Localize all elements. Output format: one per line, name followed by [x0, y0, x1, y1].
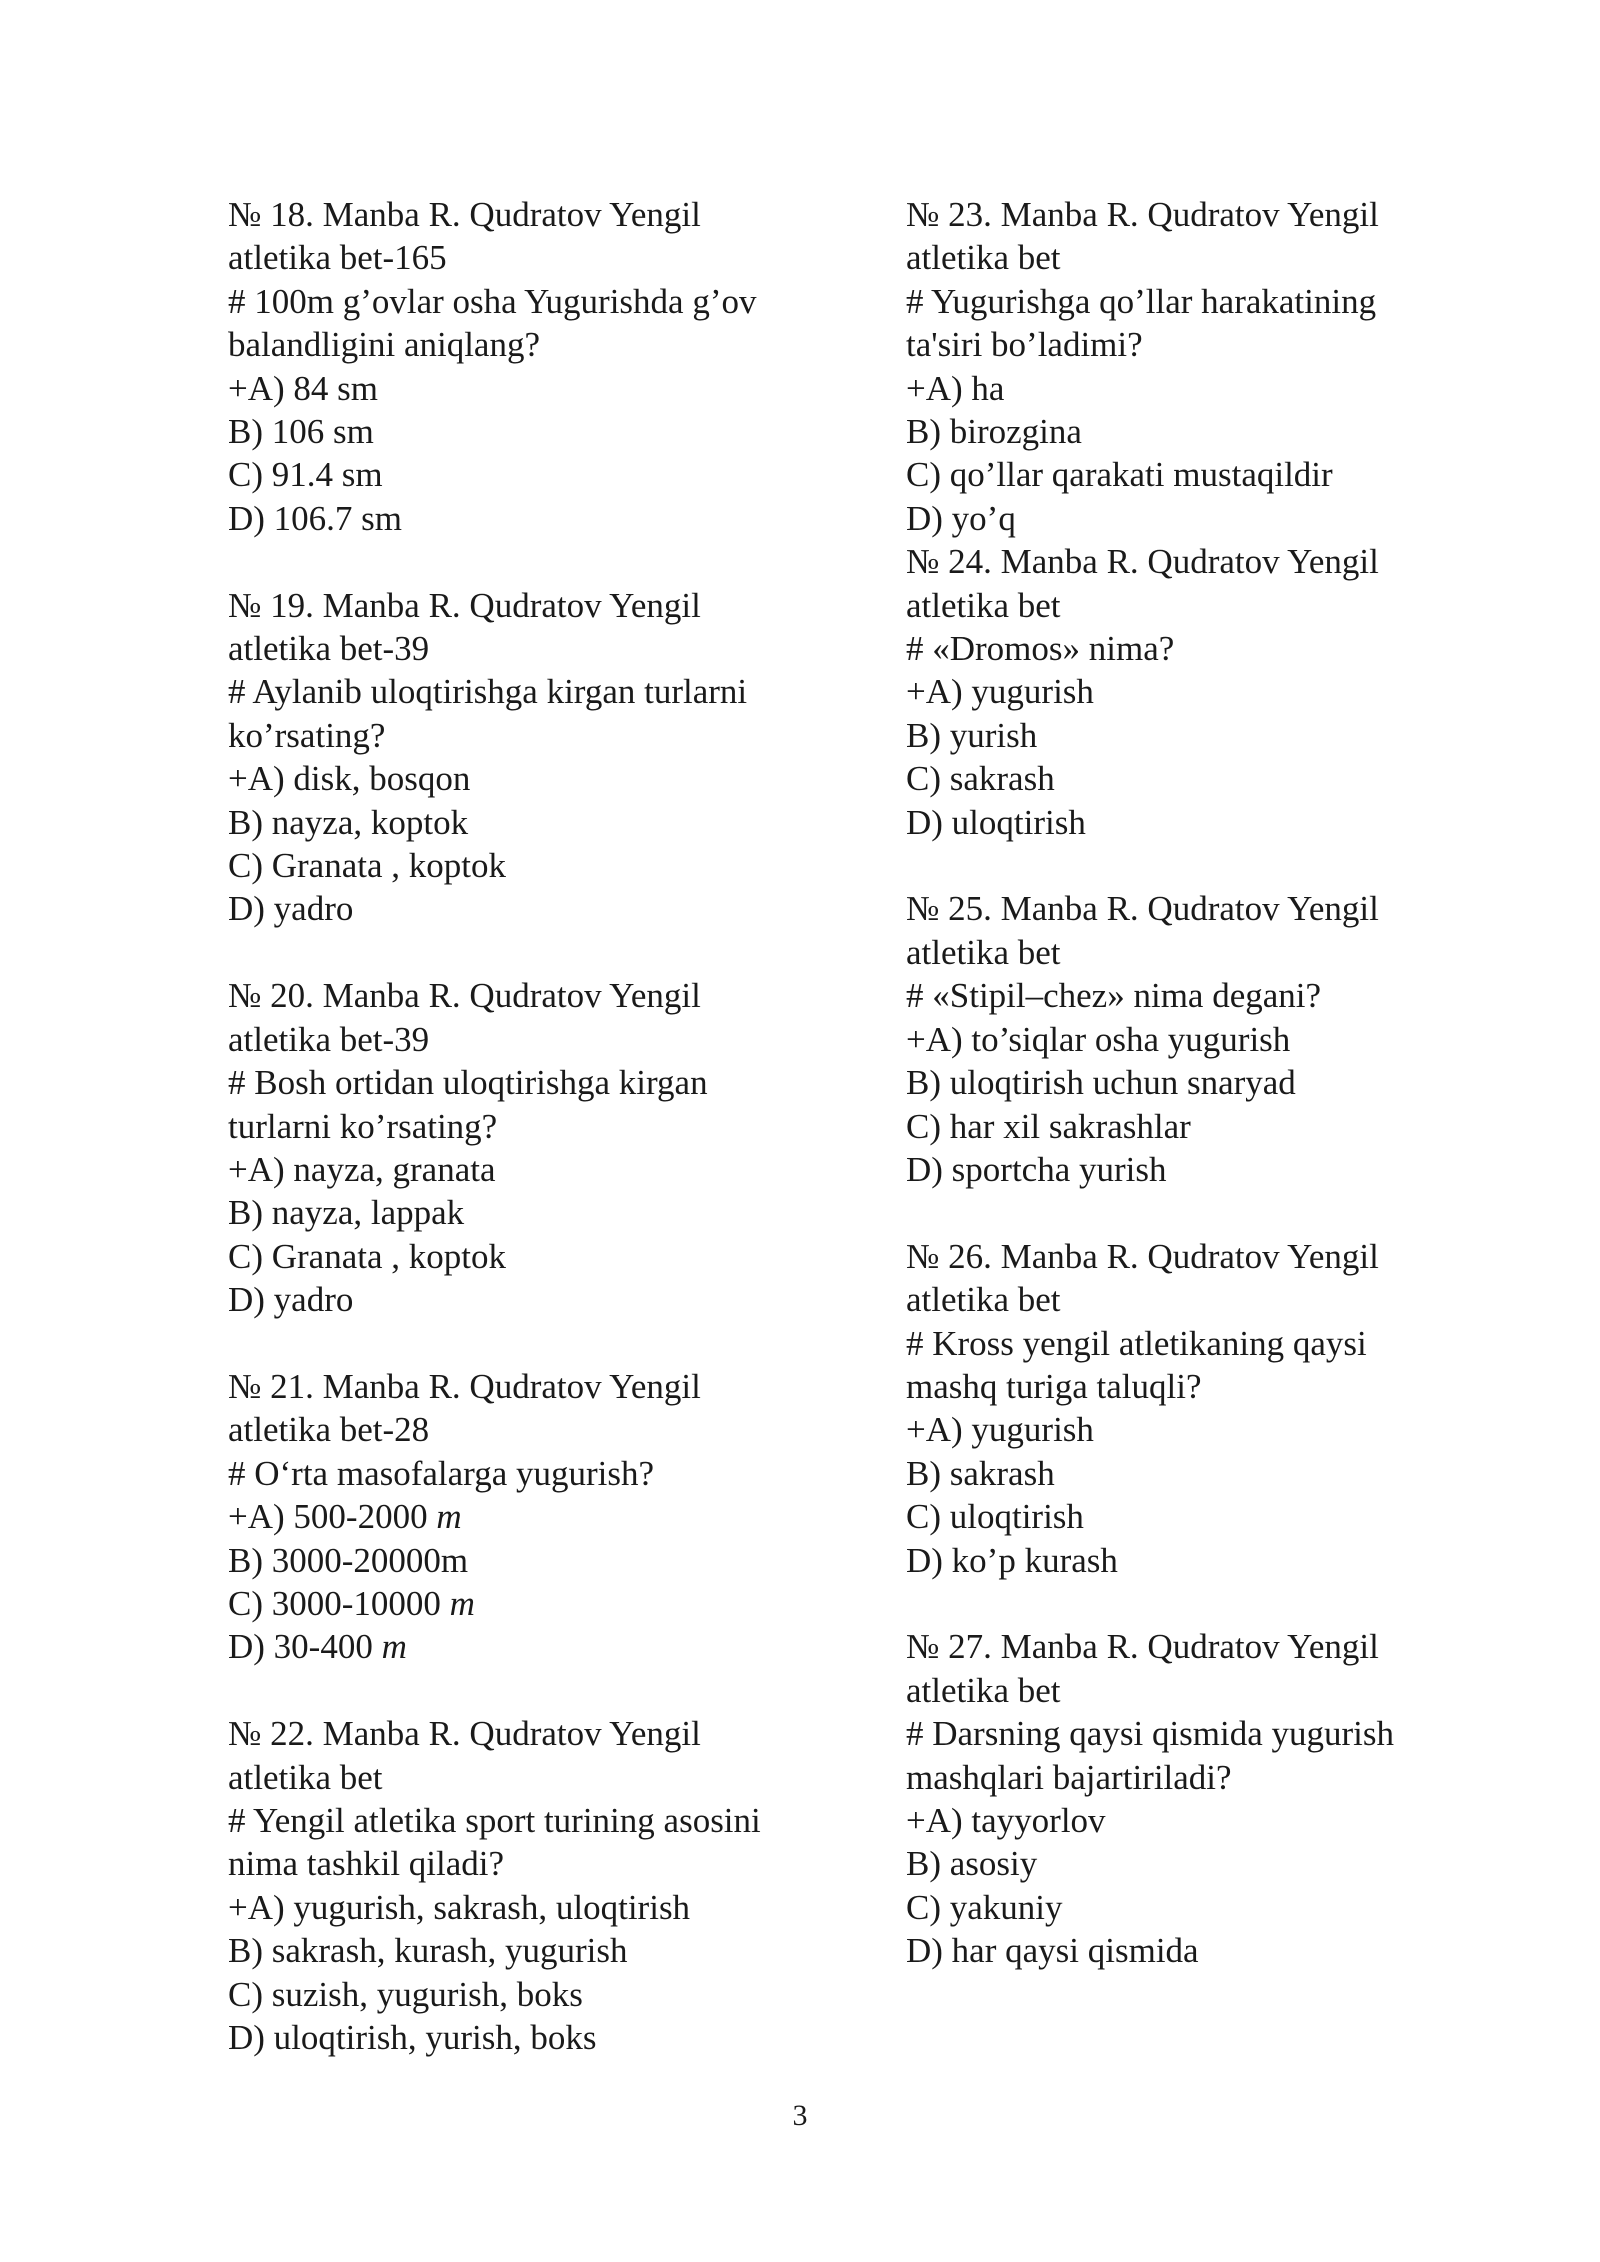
left-column	[228, 193, 798, 2059]
answer-option	[228, 367, 798, 410]
question-source: № 26. Manba R. Qudratov Yengil	[906, 1236, 1379, 1276]
answer-option	[906, 1842, 1476, 1885]
answer-option	[906, 1452, 1476, 1495]
answer-option-text: B) 3000-20000m	[228, 1540, 469, 1580]
answer-option	[228, 887, 798, 930]
question-source: atletika bet	[906, 585, 1061, 625]
question-text: # Kross yengil atletikaning qaysi	[906, 1323, 1367, 1363]
question-text: # Aylanib uloqtirishga kirgan turlarni	[228, 672, 748, 712]
question-block	[228, 974, 798, 1321]
question-block	[228, 584, 798, 931]
answer-option-text: B) asosiy	[906, 1844, 1038, 1884]
answer-option	[228, 2016, 798, 2059]
answer-option-text: C) 3000-10000	[228, 1583, 450, 1623]
answer-option-text: +A) disk, bosqon	[228, 759, 471, 799]
question-text: # O‘rta masofalarga yugurish?	[228, 1453, 655, 1493]
question-source: № 21. Manba R. Qudratov Yengil	[228, 1366, 701, 1406]
answer-option-text: +A) ha	[906, 368, 1005, 408]
answer-option	[228, 1191, 798, 1234]
question-block	[906, 1625, 1476, 1972]
answer-option-unit: m	[381, 1627, 407, 1667]
answer-option	[906, 1018, 1476, 1061]
question-text: # 100m g’ovlar osha Yugurishda g’ov	[228, 281, 757, 321]
answer-option-text: B) nayza, lappak	[228, 1193, 465, 1233]
answer-option	[906, 801, 1476, 844]
answer-option	[228, 757, 798, 800]
answer-option	[906, 1148, 1476, 1191]
answer-option	[228, 1929, 798, 1972]
answer-option	[228, 844, 798, 887]
answer-option-text: +A) to’siqlar osha yugurish	[906, 1019, 1291, 1059]
answer-option	[906, 714, 1476, 757]
question-text: # Darsning qaysi qismida yugurish	[906, 1714, 1395, 1754]
question-source: atletika bet	[906, 1280, 1061, 1320]
answer-option	[228, 1278, 798, 1321]
answer-option-text: D) yo’q	[906, 498, 1016, 538]
answer-option-text: D) uloqtirish, yurish, boks	[228, 2018, 597, 2057]
answer-option-text: D) har qaysi qismida	[906, 1931, 1199, 1971]
answer-option	[228, 1495, 798, 1538]
answer-option	[906, 1929, 1476, 1972]
answer-option-unit: m	[449, 1583, 475, 1623]
question-block	[228, 1712, 798, 2059]
question-text: # Yugurishga qo’llar harakatining	[906, 281, 1377, 321]
answer-option-text: B) birozgina	[906, 412, 1082, 452]
question-source: № 27. Manba R. Qudratov Yengil	[906, 1627, 1379, 1667]
answer-option-text: C) Granata , koptok	[228, 1236, 506, 1276]
answer-option-text: D) 30-400	[228, 1627, 382, 1667]
question-source: № 19. Manba R. Qudratov Yengil	[228, 585, 701, 625]
answer-option	[228, 1625, 798, 1668]
answer-option	[228, 1973, 798, 2016]
answer-option-text: D) sportcha yurish	[906, 1149, 1167, 1189]
answer-option-text: B) nayza, koptok	[228, 802, 469, 842]
answer-option-text: +A) yugurish, sakrash, uloqtirish	[228, 1887, 691, 1927]
answer-option-text: +A) 500-2000	[228, 1497, 437, 1537]
question-source: atletika bet-39	[228, 1019, 430, 1059]
answer-option	[906, 1539, 1476, 1582]
question-source: № 23. Manba R. Qudratov Yengil	[906, 195, 1379, 234]
answer-option-unit: m	[436, 1497, 462, 1537]
answer-option-text: C) Granata , koptok	[228, 846, 506, 886]
question-text: ta'siri bo’ladimi?	[906, 325, 1143, 365]
question-text: # Yengil atletika sport turining asosini	[228, 1800, 761, 1840]
question-source: atletika bet	[906, 238, 1061, 278]
answer-option-text: C) sakrash	[906, 759, 1055, 799]
question-source: atletika bet	[906, 1670, 1061, 1710]
answer-option-text: B) sakrash	[906, 1453, 1055, 1493]
answer-option-text: D) 106.7 sm	[228, 498, 403, 538]
answer-option	[906, 1799, 1476, 1842]
answer-option-text: B) 106 sm	[228, 412, 374, 452]
answer-option	[228, 453, 798, 496]
answer-option	[906, 497, 1476, 540]
question-text: balandligini aniqlang?	[228, 325, 540, 365]
question-text: nima tashkil qiladi?	[228, 1844, 505, 1884]
answer-option-text: C) suzish, yugurish, boks	[228, 1974, 583, 2014]
question-source: № 24. Manba R. Qudratov Yengil	[906, 542, 1379, 582]
question-block	[228, 193, 798, 540]
question-block	[906, 887, 1476, 1191]
answer-option-text: C) yakuniy	[906, 1887, 1063, 1927]
answer-option-text: C) 91.4 sm	[228, 455, 383, 495]
answer-option	[228, 497, 798, 540]
question-block	[906, 193, 1476, 540]
answer-option-text: +A) 84 sm	[228, 368, 379, 408]
answer-option	[228, 1148, 798, 1191]
question-source: № 25. Manba R. Qudratov Yengil	[906, 889, 1379, 929]
answer-option-text: C) qo’llar qarakati mustaqildir	[906, 455, 1333, 495]
question-source: atletika bet	[906, 932, 1061, 972]
answer-option	[906, 410, 1476, 453]
answer-option-text: +A) yugurish	[906, 1410, 1094, 1450]
page-number: 3	[792, 2099, 808, 2132]
answer-option-text: B) yurish	[906, 715, 1038, 755]
answer-option-text: B) sakrash, kurash, yugurish	[228, 1931, 628, 1971]
question-block	[906, 540, 1476, 844]
answer-option	[906, 1886, 1476, 1929]
answer-option-text: +A) nayza, granata	[228, 1149, 496, 1189]
question-text: mashqlari bajartiriladi?	[906, 1757, 1232, 1797]
answer-option	[906, 1061, 1476, 1104]
answer-option	[906, 670, 1476, 713]
question-text: # Bosh ortidan uloqtirishga kirgan	[228, 1063, 708, 1103]
answer-option-text: D) uloqtirish	[906, 802, 1086, 842]
answer-option-text: +A) yugurish	[906, 672, 1094, 712]
answer-option	[228, 1886, 798, 1929]
answer-option	[906, 1408, 1476, 1451]
answer-option	[906, 757, 1476, 800]
answer-option-text: C) har xil sakrashlar	[906, 1106, 1191, 1146]
question-source: atletika bet-28	[228, 1410, 430, 1450]
answer-option	[906, 1105, 1476, 1148]
answer-option-text: C) uloqtirish	[906, 1497, 1084, 1537]
question-text: mashq turiga taluqli?	[906, 1366, 1202, 1406]
answer-option-text: D) ko’p kurash	[906, 1540, 1118, 1580]
answer-option-text: B) uloqtirish uchun snaryad	[906, 1063, 1296, 1103]
question-source: atletika bet-39	[228, 629, 430, 669]
question-block	[906, 1235, 1476, 1582]
answer-option	[228, 410, 798, 453]
answer-option-text: D) yadro	[228, 889, 354, 929]
answer-option	[906, 453, 1476, 496]
answer-option	[228, 1582, 798, 1625]
question-source: № 18. Manba R. Qudratov Yengil	[228, 195, 701, 234]
answer-option	[906, 367, 1476, 410]
answer-option	[906, 1495, 1476, 1538]
answer-option-text: +A) tayyorlov	[906, 1800, 1106, 1840]
answer-option	[228, 801, 798, 844]
question-source: atletika bet	[228, 1757, 383, 1797]
question-text: ko’rsating?	[228, 715, 386, 755]
answer-option	[228, 1235, 798, 1278]
question-source: № 20. Manba R. Qudratov Yengil	[228, 976, 701, 1016]
question-text: # «Dromos» nima?	[906, 629, 1175, 669]
question-text: turlarni ko’rsating?	[228, 1106, 498, 1146]
question-text: # «Stipil–chez» nima degani?	[906, 976, 1322, 1016]
right-column	[906, 193, 1476, 1973]
answer-option	[228, 1539, 798, 1582]
question-source: № 22. Manba R. Qudratov Yengil	[228, 1714, 701, 1754]
question-source: atletika bet-165	[228, 238, 447, 278]
question-block	[228, 1365, 798, 1669]
answer-option-text: D) yadro	[228, 1280, 354, 1320]
